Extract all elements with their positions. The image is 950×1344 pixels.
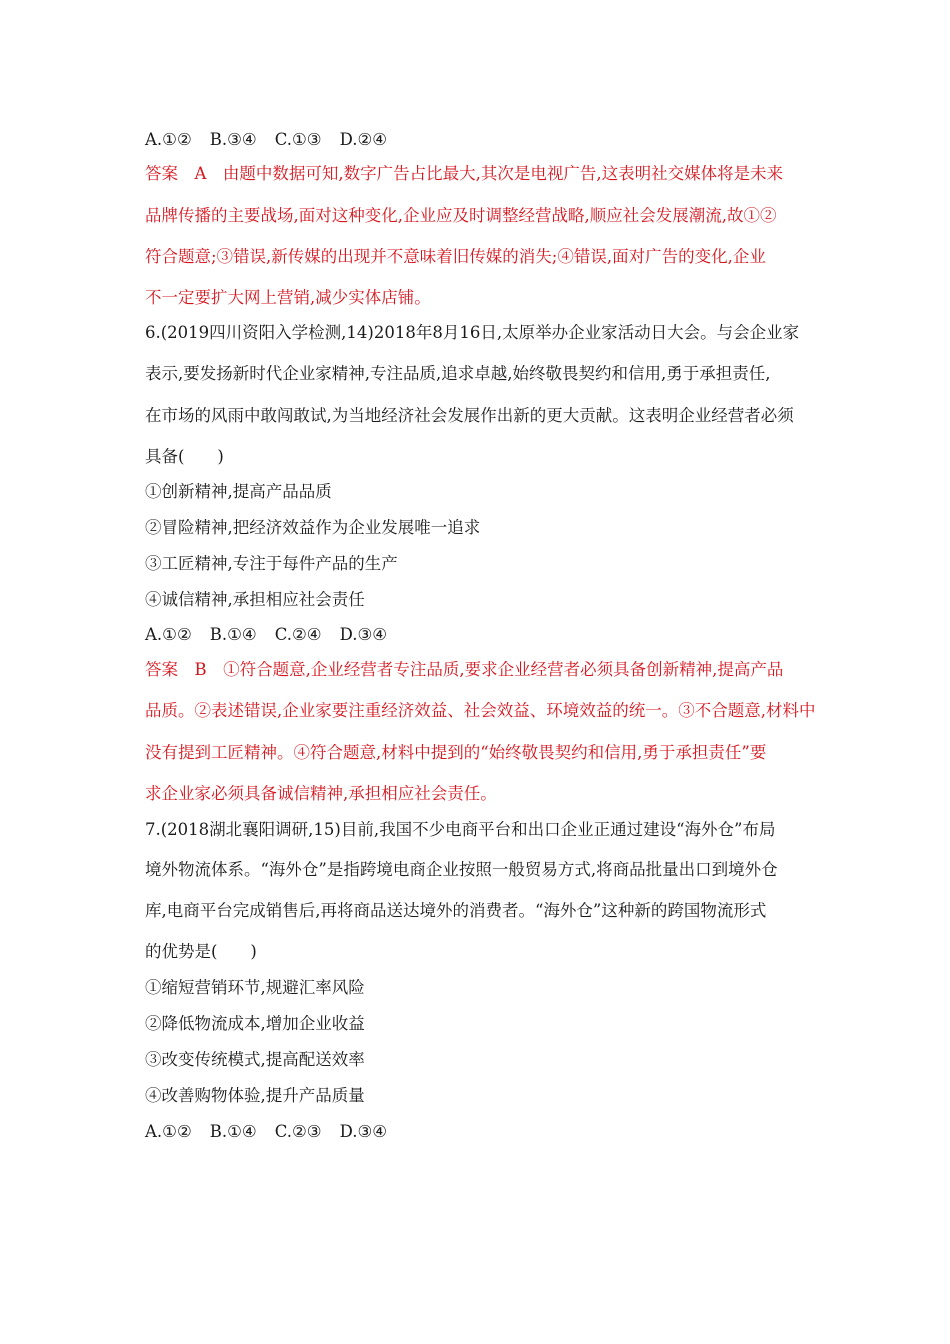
- q7-stem-line: 的优势是( ): [145, 942, 257, 961]
- q6-stem-line: 6.(2019四川资阳入学检测,14)2018年8月16日,太原举办企业家活动日大会。与会企业家: [145, 323, 800, 342]
- q6-option-d: D.③④: [339, 625, 388, 644]
- q7-item: ③改变传统模式,提高配送效率: [145, 1050, 365, 1069]
- q5-option-a: A.①②: [145, 130, 192, 149]
- q7-item: ①缩短营销环节,规避汇率风险: [145, 978, 365, 997]
- q7-stem-line: 7.(2018湖北襄阳调研,15)目前,我国不少电商平台和出口企业正通过建设“海外仓”布局: [145, 820, 776, 839]
- q6-option-c: C.②④: [274, 625, 322, 644]
- q7-option-b: B.①④: [209, 1122, 257, 1141]
- q7-option-d: D.③④: [339, 1122, 388, 1141]
- q6-item: ③工匠精神,专注于每件产品的生产: [145, 554, 398, 573]
- q7-stem-line: 库,电商平台完成销售后,再将商品送达境外的消费者。“海外仓”这种新的跨国物流形式: [145, 901, 767, 920]
- q7-stem-line: 境外物流体系。“海外仓”是指跨境电商企业按照一般贸易方式,将商品批量出口到境外仓: [145, 860, 778, 879]
- q6-answer-line: 品质。②表述错误,企业家要注重经济效益、社会效益、环境效益的统一。③不合题意,材料中: [145, 701, 816, 720]
- q6-stem-line: 表示,要发扬新时代企业家精神,专注品质,追求卓越,始终敬畏契约和信用,勇于承担责任,: [145, 364, 771, 383]
- q5-answer-line: 不一定要扩大网上营销,减少实体店铺。: [145, 288, 431, 307]
- q5-options: [145, 129, 815, 151]
- q6-stem-line: 在市场的风雨中敢闯敢试,为当地经济社会发展作出新的更大贡献。这表明企业经营者必须: [145, 406, 794, 425]
- q7-item: ④改善购物体验,提升产品质量: [145, 1086, 365, 1105]
- q6-answer-line: 没有提到工匠精神。④符合题意,材料中提到的“始终敬畏契约和信用,勇于承担责任”要: [145, 743, 767, 762]
- q6-answer-line: 求企业家必须具备诚信精神,承担相应社会责任。: [145, 784, 497, 803]
- q6-item: ②冒险精神,把经济效益作为企业发展唯一追求: [145, 518, 481, 537]
- q6-option-a: A.①②: [145, 625, 192, 644]
- q7-option-a: A.①②: [145, 1122, 192, 1141]
- q5-answer-line: 符合题意;③错误,新传媒的出现并不意味着旧传媒的消失;④错误,面对广告的变化,企业: [145, 247, 766, 266]
- q6-stem-line: 具备( ): [145, 447, 224, 466]
- q6-item: ①创新精神,提高产品品质: [145, 482, 332, 501]
- q7-item: ②降低物流成本,增加企业收益: [145, 1014, 365, 1033]
- q6-answer-line: 答案 B ①符合题意,企业经营者专注品质,要求企业经营者必须具备创新精神,提高产品: [145, 660, 784, 679]
- q7-option-c: C.②③: [274, 1122, 322, 1141]
- q5-option-c: C.①③: [274, 130, 322, 149]
- q6-item: ④诚信精神,承担相应社会责任: [145, 590, 365, 609]
- q5-option-b: B.③④: [209, 130, 257, 149]
- q5-option-d: D.②④: [339, 130, 388, 149]
- q6-option-b: B.①④: [209, 625, 257, 644]
- q5-answer-line: 品牌传播的主要战场,面对这种变化,企业应及时调整经营战略,顺应社会发展潮流,故①②: [145, 206, 777, 225]
- q5-answer-line: 答案 A 由题中数据可知,数字广告占比最大,其次是电视广告,这表明社交媒体将是未来: [145, 164, 784, 183]
- q6-options: [145, 624, 815, 646]
- q7-options: [145, 1121, 815, 1143]
